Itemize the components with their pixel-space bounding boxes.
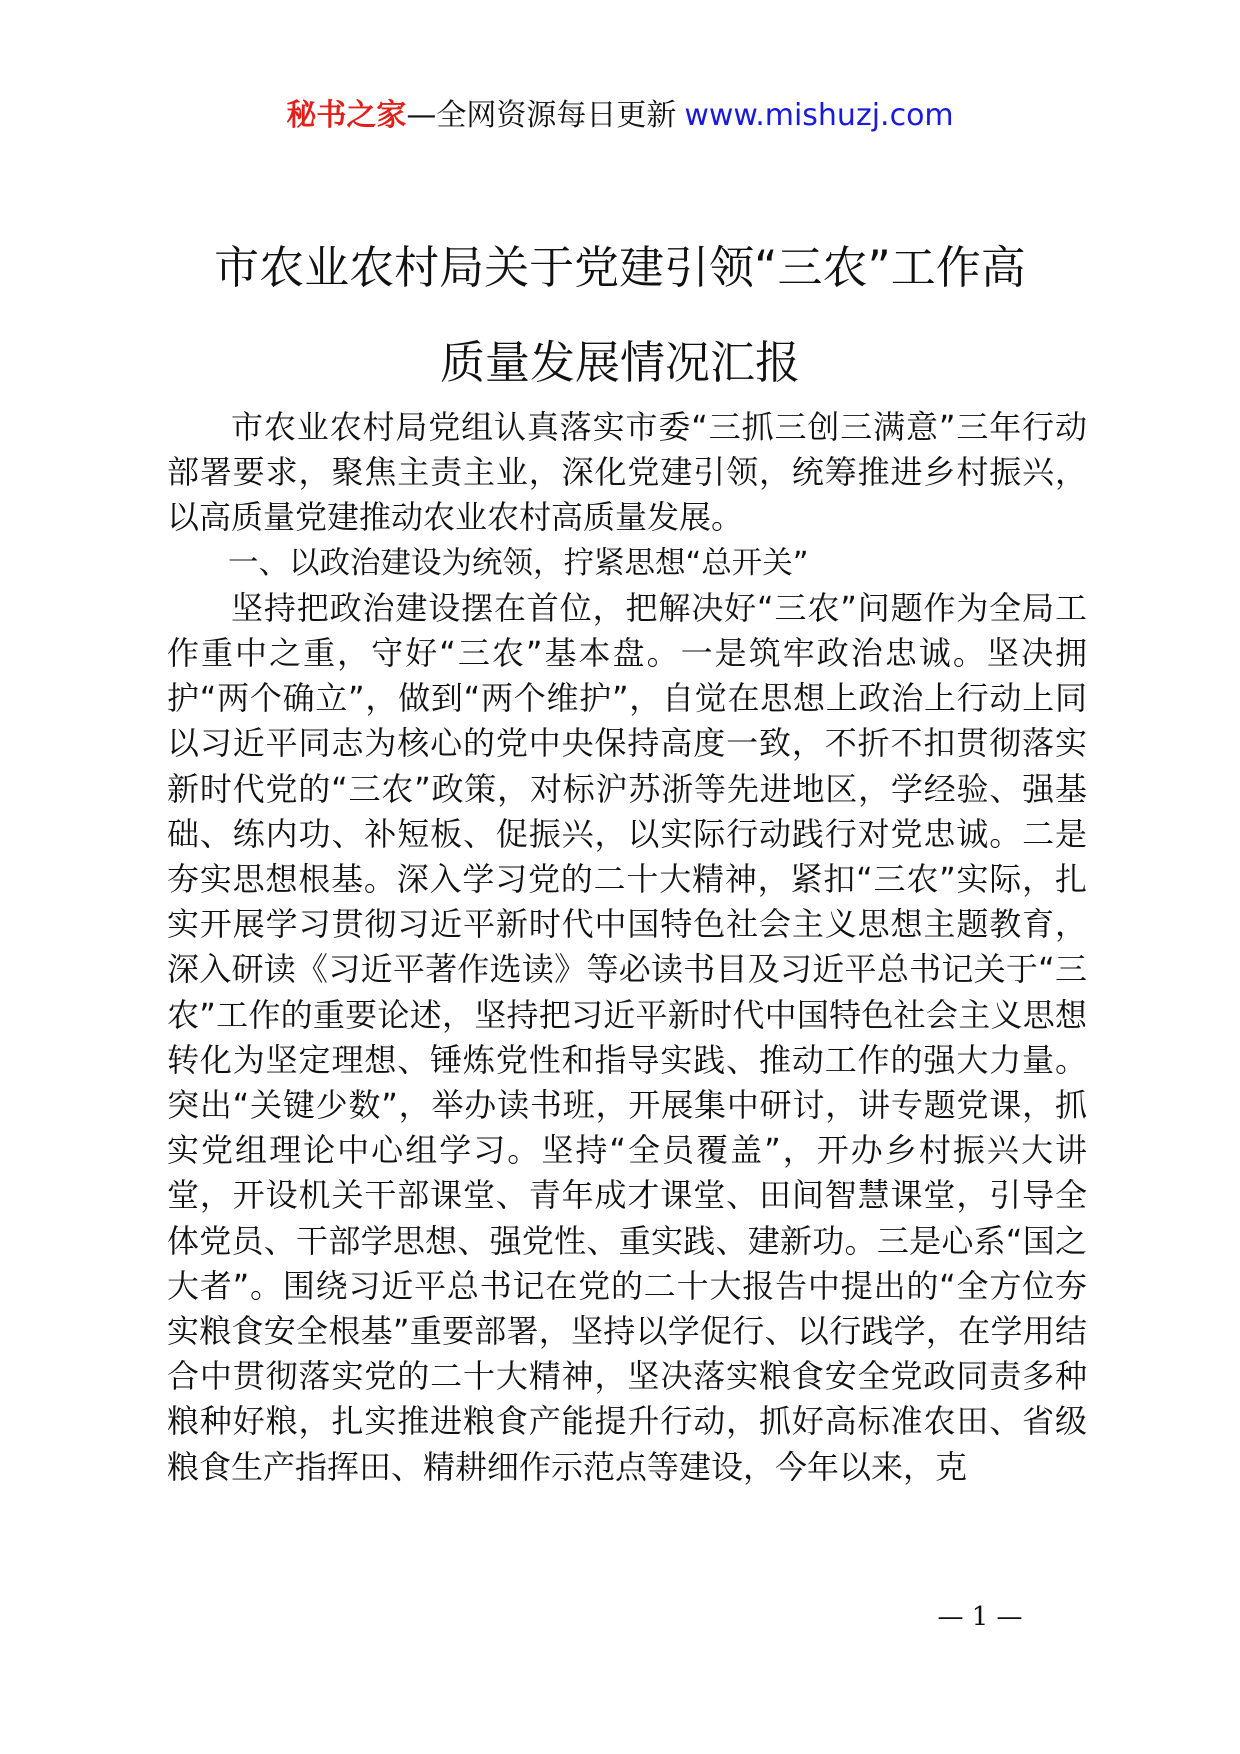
document-title-line-2: 质量发展情况汇报: [439, 336, 800, 389]
section-1-paragraph: 坚持把政治建设摆在首位，把解决好“三农”问题作为全局工作重中之重，守好“三农”基本盘。一是筑牢政治忠诚。坚决拥护“两个确立”，做到“两个维护”，自觉在思想上政治上行动上同以习近平同志为核心的党中央保持高度一致，不折不扣贯彻落实新时代党的“三农”政策，对标沪苏浙等先进地区，学经验、强基础、练内功、补短板、促振兴，以实际行动践行对党忠诚。二是夯实思想根基。深入学习党的二十大精神，紧扣“三农”实际，扎实开展学习贯彻习近平新时代中国特色社会主义思想主题教育，深入研读《习近平著作选读》等必读书目及习近平总书记关于“三农”工作的重要论述，坚持把习近平新时代中国特色社会主义思想转化为坚定理想、锤炼党性和指导实践、推动工作的强大力量。突出“关键少数”，举办读书班，开展集中研讨，讲专题党课，抓实党组理论中心组学习。坚持“全员覆盖”，开办乡村振兴大讲堂，开设机关干部课堂、青年成才课堂、田间智慧课堂，引导全体党员、干部学思想、强党性、重实践、建新功。三是心系“国之大者”。围绕习近平总书记在党的二十大报告中提出的“全方位夯实粮食安全根基”重要部署，坚持以学促行、以行践学，在学用结合中贯彻落实党的二十大精神，坚决落实粮食安全党政同责多种粮种好粮，扎实推进粮食产能提升行动，抓好高标准农田、省级粮食生产指挥田、精耕细作示范点等建设，今年以来，克: [167, 588, 1087, 1486]
intro-paragraph: 市农业农村局党组认真落实市委“三抓三创三满意”三年行动部署要求，聚焦主责主业，深化党建引领，统筹推进乡村振兴，以高质量党建推动农业农村高质量发展。: [167, 408, 1087, 537]
site-url-link[interactable]: www.mishuzj.com: [684, 98, 954, 133]
page-number: — 1 —: [937, 1602, 1023, 1632]
site-brand: 秘书之家: [286, 98, 407, 133]
site-header: [0, 96, 1240, 136]
document-title-line-1: 市农业农村局关于党建引领“三农”工作高: [214, 241, 1026, 294]
document-body: [167, 405, 1087, 1490]
section-1-heading: 一、以政治建设为统领，拧紧思想“总开关”: [228, 545, 809, 581]
site-tagline: —全网资源每日更新: [406, 98, 677, 133]
